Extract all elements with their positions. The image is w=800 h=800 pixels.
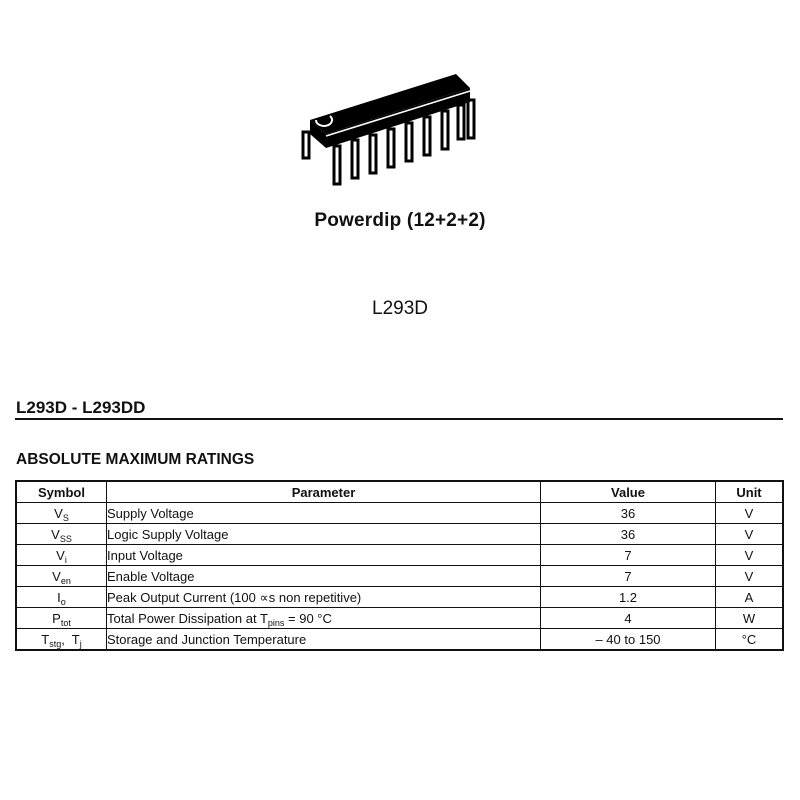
table-row — [16, 587, 783, 608]
value-cell: 1.2 — [541, 587, 716, 608]
unit-cell: V — [716, 566, 784, 587]
document-title: L293D - L293DD — [16, 398, 146, 417]
value-cell: 7 — [541, 545, 716, 566]
symbol-cell: $V_S$ — [16, 503, 107, 524]
symbol-cell: $V_i$ — [16, 545, 107, 566]
package-caption: Powerdip (12+2+2) — [314, 210, 486, 231]
table-row — [16, 566, 783, 587]
unit-cell: V — [716, 503, 784, 524]
table-row — [16, 524, 783, 545]
symbol-cell: $V_{en}$ — [16, 566, 107, 587]
column-header-parameter: Parameter — [107, 481, 541, 503]
column-header-symbol: Symbol — [16, 481, 107, 503]
table-header-row — [16, 481, 783, 503]
part-number-label: L293D — [372, 298, 428, 319]
value-cell: 4 — [541, 608, 716, 629]
parameter-cell: Supply Voltage — [107, 503, 541, 524]
parameter-cell: Enable Voltage — [107, 566, 541, 587]
parameter-cell: Input Voltage — [107, 545, 541, 566]
table-row — [16, 608, 783, 629]
unit-cell: W — [716, 608, 784, 629]
symbol-cell: $P_{tot}$ — [16, 608, 107, 629]
absolute-maximum-ratings-table — [15, 480, 784, 651]
unit-cell: V — [716, 524, 784, 545]
dip16-ic-package-icon — [298, 62, 478, 192]
section-title: ABSOLUTE MAXIMUM RATINGS — [16, 451, 255, 468]
symbol-cell: $V_{SS}$ — [16, 524, 107, 545]
table-row — [16, 545, 783, 566]
parameter-cell: Total Power Dissipation at $T_{pins} = 90$ °C — [107, 608, 541, 629]
unit-cell: V — [716, 545, 784, 566]
value-cell: 36 — [541, 503, 716, 524]
symbol-cell: $I_o$ — [16, 587, 107, 608]
table-row — [16, 503, 783, 524]
symbol-cell: $T_{stg}$, $T_j$ — [16, 629, 107, 651]
column-header-value: Value — [541, 481, 716, 503]
title-divider — [15, 418, 783, 420]
unit-cell: A — [716, 587, 784, 608]
value-cell: – 40 to 150 — [541, 629, 716, 651]
unit-cell: °C — [716, 629, 784, 651]
value-cell: 7 — [541, 566, 716, 587]
parameter-cell: Logic Supply Voltage — [107, 524, 541, 545]
parameter-cell: Storage and Junction Temperature — [107, 629, 541, 651]
column-header-unit: Unit — [716, 481, 784, 503]
value-cell: 36 — [541, 524, 716, 545]
parameter-cell: Peak Output Current (100 ∝s non repetitive) — [107, 587, 541, 608]
table-row — [16, 629, 783, 651]
